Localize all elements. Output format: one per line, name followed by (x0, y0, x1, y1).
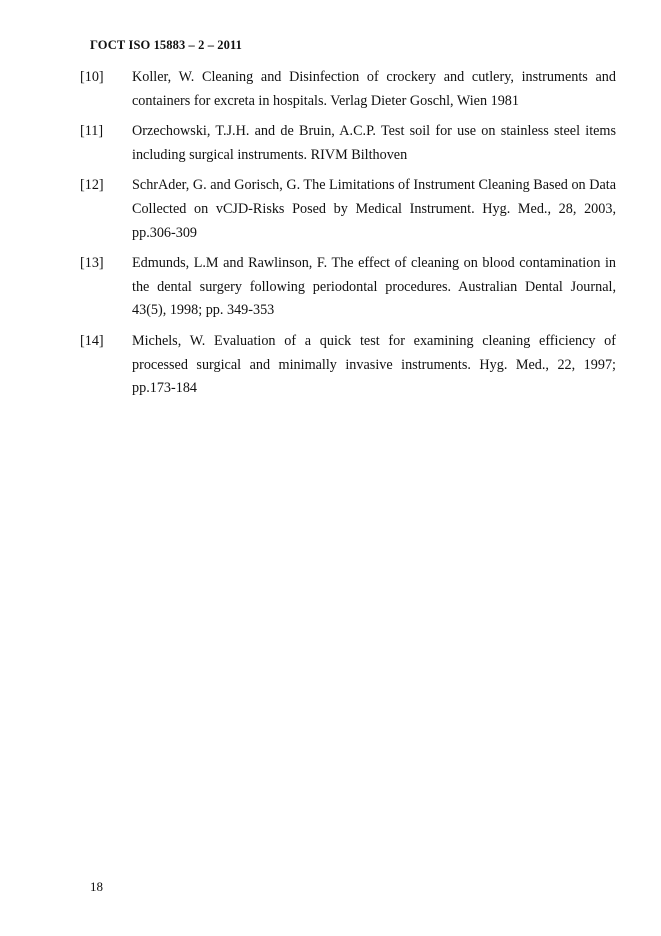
reference-text: Edmunds, L.M and Rawlinson, F. The effect of cleaning on blood contamination in the dental surgery following periodontal procedures. Australian Dental Journal, 43(5), 1998; pp. 349-353 (132, 255, 616, 319)
reference-number: [11] (80, 123, 104, 140)
reference-number: [12] (80, 177, 104, 194)
reference-text: Michels, W. Evaluation of a quick test for examining cleaning efficiency of processed surgical and minimally invasive instruments. Hyg. Med., 22, 1997; pp.173-184 (132, 332, 616, 397)
reference-number: [10] (80, 69, 104, 85)
reference-item (80, 66, 616, 113)
reference-item (80, 252, 616, 323)
reference-item (80, 174, 616, 245)
reference-number: [13] (80, 255, 104, 272)
reference-number: [14] (80, 332, 104, 349)
reference-list (80, 66, 616, 408)
reference-item (80, 120, 616, 167)
document-header: ГОСТ ISO 15883 – 2 – 2011 (90, 38, 242, 52)
reference-item (80, 330, 616, 401)
page-number: 18 (90, 879, 103, 894)
reference-text: SchrAder, G. and Gorisch, G. The Limitations of Instrument Cleaning Based on Data Collected on vCJD-Risks Posed by Medical Instrument. Hyg. Med., 28, 2003, pp.306-309 (132, 177, 616, 241)
reference-text: Koller, W. Cleaning and Disinfection of crockery and cutlery, instruments and containers for excreta in hospitals. Verlag Dieter Goschl, Wien 1981 (132, 69, 616, 109)
reference-text: Orzechowski, T.J.H. and de Bruin, A.C.P. Test soil for use on stainless steel items including surgical instruments. RIVM Bilthoven (132, 123, 616, 163)
